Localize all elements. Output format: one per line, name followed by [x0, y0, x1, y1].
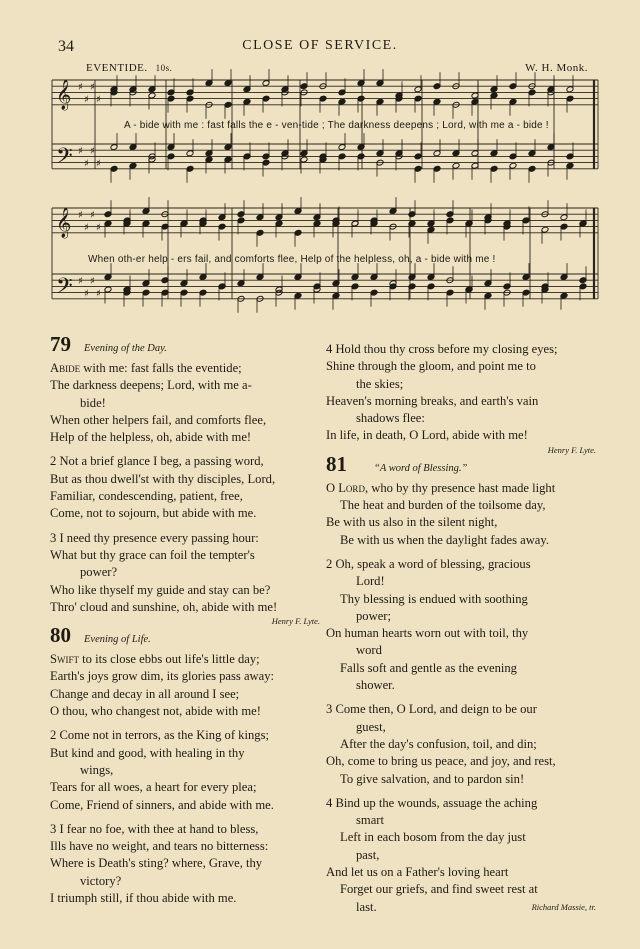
verse-line: power? — [80, 565, 118, 580]
sharp-icon: ♯ — [90, 82, 95, 94]
score-lyrics-line-1: A - bide with me : fast falls the e - ven-tide ; The darkness deepens ; Lord, with me a - bide ! — [124, 120, 549, 131]
sharp-icon: ♯ — [78, 276, 83, 288]
verse-line: Falls soft and gentle as the evening — [340, 660, 517, 675]
verse-line: Forget our griefs, and find sweet rest at — [340, 882, 538, 897]
first-word: Swift — [50, 652, 79, 667]
verse-line: 3 I fear no foe, with thee at hand to bless, — [50, 821, 259, 836]
right-column — [326, 341, 598, 916]
sharp-icon: ♯ — [78, 82, 83, 94]
verse-line: When other helpers fail, and comforts flee, — [50, 412, 267, 427]
verse-line: On human hearts worn out with toil, thy — [326, 626, 529, 641]
hymn-title: Evening of the Day. — [84, 343, 167, 354]
verse-line: the skies; — [356, 376, 404, 391]
score-lyrics-line-2: When oth-er help - ers fail, and comforts flee, Help of the helpless, oh, a - bide with me ! — [88, 254, 496, 265]
bass-clef-icon: 𝄢 — [56, 143, 73, 174]
verse-line: Thy blessing is endued with soothing — [340, 591, 528, 606]
hymn-79-attribution: Henry F. Lyte. — [271, 616, 320, 627]
sharp-icon: ♯ — [78, 210, 83, 222]
verse-line: Be with us when the daylight fades away. — [340, 532, 550, 547]
first-word: Abide — [50, 361, 81, 375]
verse-line: But kind and good, with healing in thy — [50, 745, 245, 760]
hymn-81-stanza-4 — [326, 795, 598, 916]
verse-line: O thou, who changest not, abide with me! — [50, 704, 261, 719]
hymn-79-stanza-4 — [326, 341, 598, 445]
verse-line — [50, 360, 322, 377]
hymn-81-attribution: Richard Massie, tr. — [531, 901, 596, 912]
hymn-title: “A word of Blessing.” — [374, 462, 468, 474]
hymn-79-stanza-1 — [50, 360, 322, 446]
sharp-icon: ♯ — [90, 210, 95, 222]
treble-clef-icon: 𝄞 — [56, 207, 72, 238]
treble-clef-icon: 𝄞 — [56, 79, 72, 110]
verse-line: Where is Death's sting? where, Grave, thy — [50, 856, 263, 871]
page-number: 34 — [58, 38, 74, 55]
hymn-81-stanza-1 — [326, 480, 598, 549]
sharp-icon: ♯ — [78, 146, 83, 158]
verse-line — [326, 480, 598, 497]
line-text: last. — [356, 899, 377, 914]
verse-line: power; — [356, 608, 391, 623]
verse-line: But as thou dwell'st with thy disciples, Lord, — [50, 471, 276, 486]
verse-line: smart — [356, 813, 384, 828]
bass-clef-icon: 𝄢 — [56, 273, 73, 304]
verse-line: 3 I need thy presence every passing hour: — [50, 530, 259, 545]
hymn-79-stanza-2 — [50, 453, 322, 522]
verse-line: Shine through the gloom, and point me to — [326, 359, 536, 374]
sharp-icon: ♯ — [90, 146, 95, 158]
line-text: to its close ebbs out life's little day; — [79, 652, 260, 667]
tune-meter: 10s. — [155, 63, 173, 73]
verse-line: Thro' cloud and sunshine, oh, abide with me! — [50, 599, 278, 614]
hymn-number: 81 — [326, 451, 347, 476]
verse-line: To give salvation, and to pardon sin! — [340, 771, 525, 786]
verse-line — [326, 899, 598, 916]
section-title: CLOSE OF SERVICE. — [242, 38, 398, 53]
verse-line: victory? — [80, 873, 122, 888]
verse-line: Earth's joys grow dim, its glories pass away: — [50, 669, 275, 684]
verse-line: After the day's confusion, toil, and din; — [340, 736, 537, 751]
hymn-number: 79 — [50, 332, 71, 356]
first-word: O Lord, — [326, 480, 369, 495]
sharp-icon: ♯ — [96, 222, 101, 234]
verse-line: word — [356, 643, 382, 658]
tune-name-label: EVENTIDE. — [86, 62, 148, 74]
verse-line: Familiar, condescending, patient, free, — [50, 489, 243, 504]
sharp-icon: ♯ — [96, 158, 101, 170]
left-column — [50, 332, 322, 907]
sharp-icon: ♯ — [84, 222, 89, 234]
verse-line: Who like thyself my guide and stay can be? — [50, 582, 271, 597]
hymn-81-heading — [326, 451, 598, 480]
verse-line: 2 Oh, speak a word of blessing, gracious — [326, 556, 531, 571]
verse-line: past, — [356, 847, 380, 862]
verse-line: Left in each bosom from the day just — [340, 830, 526, 845]
sharp-icon: ♯ — [96, 94, 101, 106]
hymn-79-stanza-3 — [50, 530, 322, 616]
sharp-icon: ♯ — [84, 158, 89, 170]
verse-line: wings, — [80, 762, 114, 777]
verse-line: guest, — [356, 719, 386, 734]
hymn-81-stanza-2 — [326, 556, 598, 694]
sharp-icon: ♯ — [90, 276, 95, 288]
hymn-79-heading — [50, 332, 322, 360]
verse-line: Ills have no weight, and tears no bitterness: — [50, 839, 269, 854]
music-score — [0, 0, 640, 340]
verse-line: Be with us also in the silent night, — [326, 515, 498, 530]
sharp-icon: ♯ — [84, 94, 89, 106]
verse-line: I triumph still, if thou abide with me. — [50, 891, 237, 906]
verse-line: Change and decay in all around I see; — [50, 686, 240, 701]
hymn-81-stanza-3 — [326, 701, 598, 787]
hymn-number: 80 — [50, 623, 71, 648]
verse-line: The heat and burden of the toilsome day, — [340, 498, 546, 513]
verse-line: bide! — [80, 395, 106, 410]
sharp-icon: ♯ — [96, 288, 101, 300]
line-text: who by thy presence hast made light — [368, 480, 556, 495]
verse-line: Come, Friend of sinners, and abide with me. — [50, 797, 274, 812]
verse-line: Lord! — [356, 574, 385, 589]
verse-line — [50, 651, 322, 668]
verse-line: Come, not to sojourn, but abide with me. — [50, 506, 257, 521]
verse-line: Heaven's morning breaks, and earth's vain — [326, 393, 539, 408]
hymn-80-heading — [50, 623, 322, 651]
composer-credit: W. H. Monk. — [525, 62, 588, 74]
verse-line: 2 Come not in terrors, as the King of kings; — [50, 728, 269, 743]
verse-line: What but thy grace can foil the tempter's — [50, 547, 255, 562]
hymn-80-stanza-1 — [50, 651, 322, 720]
verse-line: In life, in death, O Lord, abide with me! — [326, 428, 528, 443]
verse-line: Help of the helpless, oh, abide with me! — [50, 430, 252, 445]
hymn-80-stanza-2 — [50, 727, 322, 813]
hymn-80-stanza-3 — [50, 821, 322, 907]
verse-line: 4 Bind up the wounds, assuage the aching — [326, 795, 538, 810]
verse-line: 2 Not a brief glance I beg, a passing word, — [50, 454, 264, 469]
verse-line: shadows flee: — [356, 411, 425, 426]
hymn-79-attribution-right: Henry F. Lyte. — [547, 444, 596, 455]
verse-line: shower. — [356, 678, 395, 693]
verse-line: Tears for all woes, a heart for every plea; — [50, 780, 257, 795]
verse-line: 4 Hold thou thy cross before my closing eyes; — [326, 342, 558, 356]
verse-line: Oh, come to bring us peace, and joy, and rest, — [326, 754, 556, 769]
verse-line: 3 Come then, O Lord, and deign to be our — [326, 702, 537, 717]
sharp-icon: ♯ — [84, 288, 89, 300]
verse-line: And let us on a Father's loving heart — [326, 865, 509, 880]
hymn-title: Evening of Life. — [84, 634, 151, 646]
verse-line: The darkness deepens; Lord, with me a- — [50, 378, 252, 393]
line-text: with me: fast falls the eventide; — [80, 361, 242, 375]
